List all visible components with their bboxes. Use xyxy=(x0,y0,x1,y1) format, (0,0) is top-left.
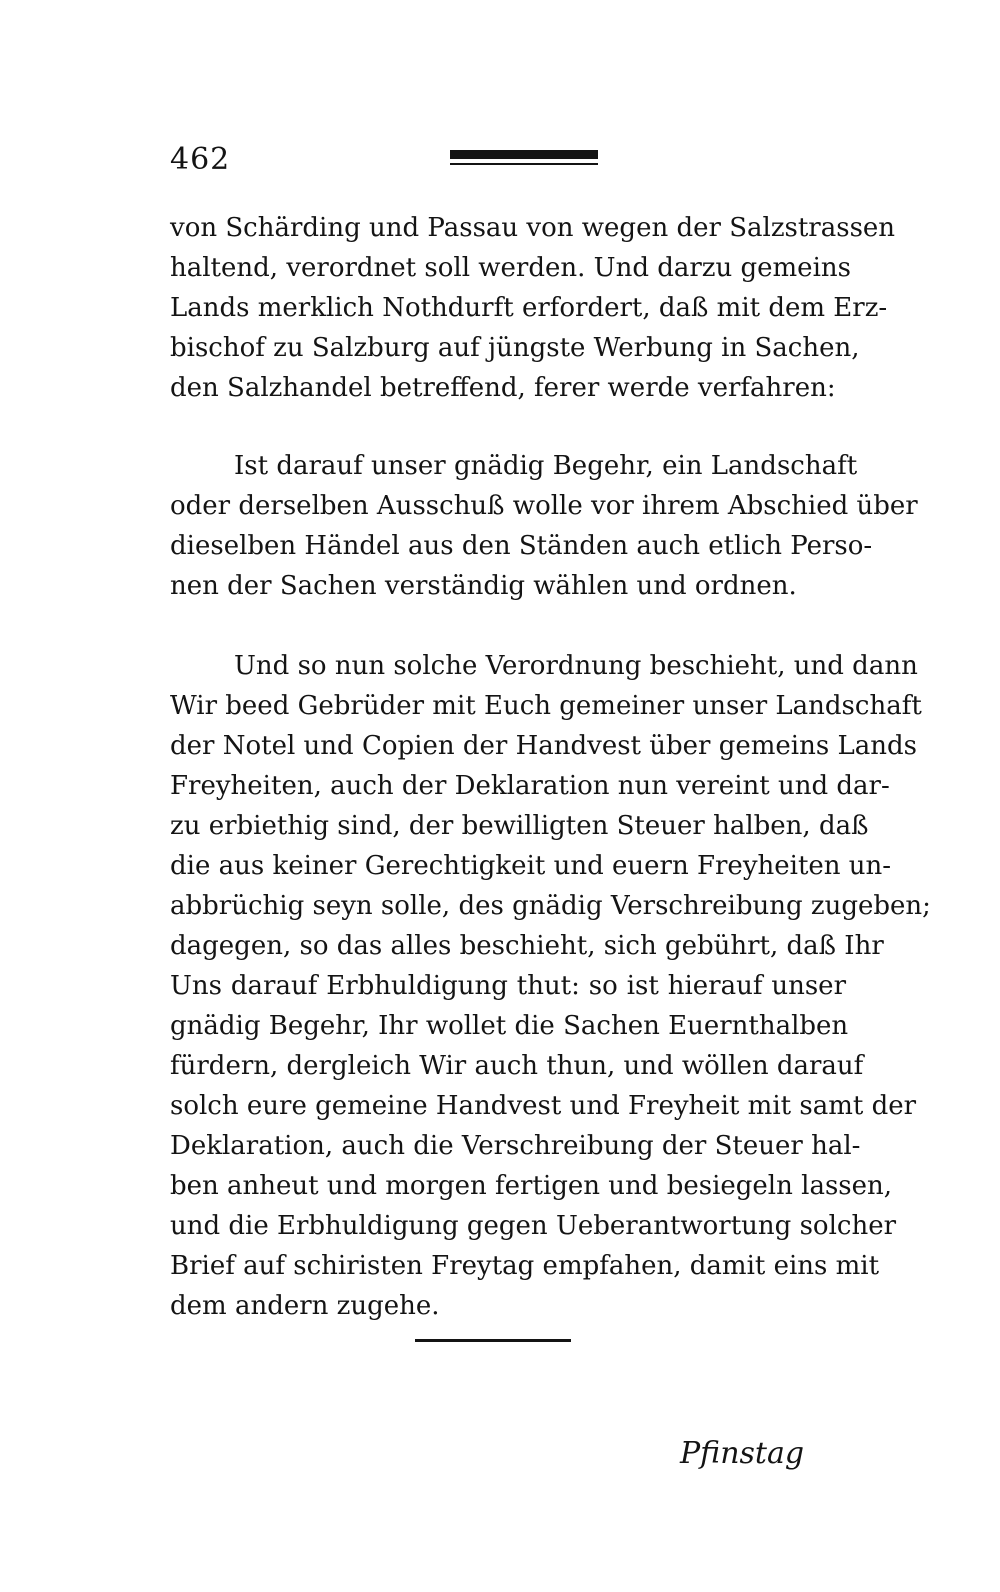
text-line: Freyheiten, auch der Deklaration nun vereint und dar- xyxy=(170,771,890,801)
text-line: dagegen, so das alles beschieht, sich gebührt, daß Ihr xyxy=(170,931,884,961)
text-line: Brief auf schiristen Freytag empfahen, damit eins mit xyxy=(170,1251,880,1281)
text-line: ben anheut und morgen fertigen und besiegeln lassen, xyxy=(170,1171,893,1201)
text-line: bischof zu Salzburg auf jüngste Werbung in Sachen, xyxy=(170,333,860,363)
section-end-rule xyxy=(415,1339,571,1342)
text-line: gnädig Begehr, Ihr wollet die Sachen Euernthalben xyxy=(170,1011,849,1041)
text-line: Deklaration, auch die Verschreibung der Steuer hal- xyxy=(170,1131,861,1161)
header-ornament-rule xyxy=(450,150,598,165)
text-line: von Schärding und Passau von wegen der Salzstrassen xyxy=(170,213,896,243)
header-rule-thick xyxy=(450,150,598,159)
text-line: oder derselben Ausschuß wolle vor ihrem Abschied über xyxy=(170,491,918,521)
text-line: den Salzhandel betreffend, ferer werde verfahren: xyxy=(170,373,836,403)
text-line: die aus keiner Gerechtigkeit und euern Freyheiten un- xyxy=(170,851,892,881)
text-line: solch eure gemeine Handvest und Freyheit mit samt der xyxy=(170,1091,917,1121)
catchword: Pfinstag xyxy=(680,1436,805,1471)
paragraph-2 xyxy=(170,446,918,606)
text-line: der Notel und Copien der Handvest über gemeins Lands xyxy=(170,731,917,761)
text-line: Und so nun solche Verordnung beschieht, und dann xyxy=(234,651,918,681)
text-line: Ist darauf unser gnädig Begehr, ein Landschaft xyxy=(234,451,858,481)
header-rule-thin xyxy=(450,163,598,165)
text-line: dem andern zugehe. xyxy=(170,1291,440,1321)
text-line: haltend, verordnet soll werden. Und darzu gemeins xyxy=(170,253,851,283)
paragraph-1 xyxy=(170,208,896,408)
text-line: Wir beed Gebrüder mit Euch gemeiner unser Landschaft xyxy=(170,691,922,721)
text-line: zu erbiethig sind, der bewilligten Steuer halben, daß xyxy=(170,811,869,841)
text-line: dieselben Händel aus den Ständen auch etlich Perso- xyxy=(170,531,873,561)
text-line: Lands merklich Nothdurft erfordert, daß mit dem Erz- xyxy=(170,293,888,323)
text-line: Uns darauf Erbhuldigung thut: so ist hierauf unser xyxy=(170,971,846,1001)
text-line: abbrüchig seyn solle, des gnädig Verschreibung zugeben; xyxy=(170,891,931,921)
page-number: 462 xyxy=(170,142,231,177)
text-line: nen der Sachen verständig wählen und ordnen. xyxy=(170,571,797,601)
text-line: fürdern, dergleich Wir auch thun, und wöllen darauf xyxy=(170,1051,864,1081)
text-line: und die Erbhuldigung gegen Ueberantwortung solcher xyxy=(170,1211,897,1241)
paragraph-3 xyxy=(170,646,931,1326)
